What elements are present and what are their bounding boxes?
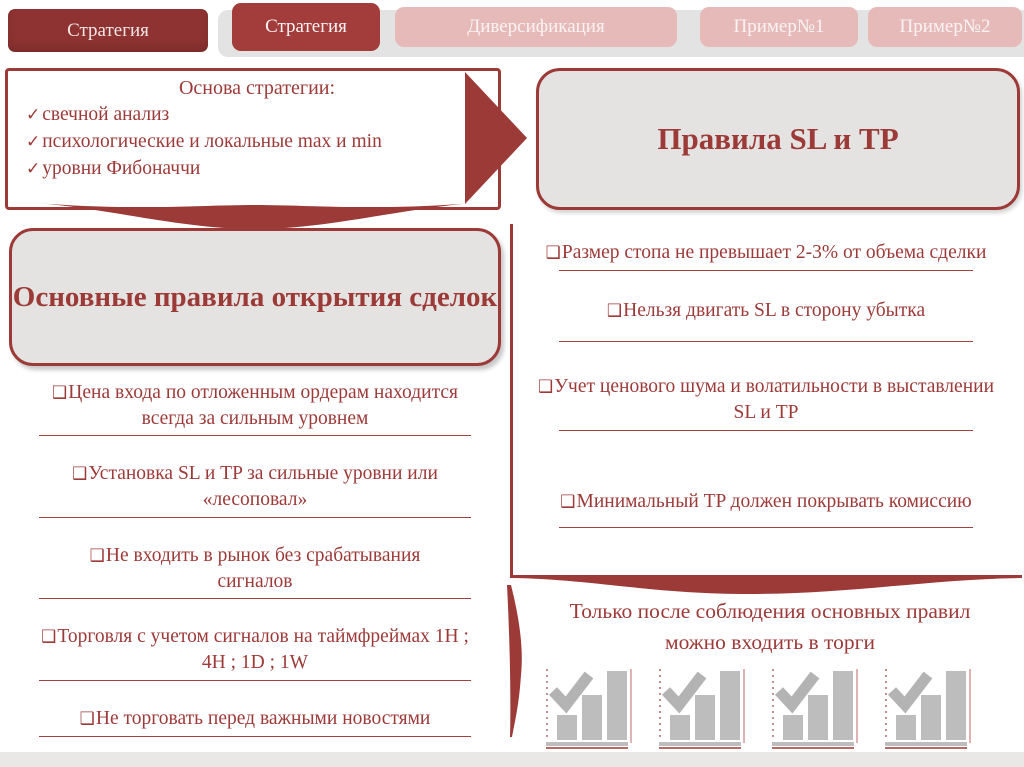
list-item bbox=[8, 461, 502, 517]
list-item-label: Цена входа по отложенным ордерам находится всегда за сильным уровнем bbox=[68, 382, 458, 429]
bar-chart-check-icon bbox=[767, 661, 859, 749]
basis-item bbox=[26, 156, 488, 183]
basis-item bbox=[26, 102, 488, 129]
bar-chart-check-icon bbox=[541, 661, 633, 749]
list-item-label: Не торговать перед важными новостями bbox=[95, 707, 431, 729]
column-divider bbox=[510, 224, 513, 578]
sl-tp-rules-box bbox=[536, 68, 1020, 210]
list-item-label: Не входить в рынок без срабатывания сигналов bbox=[105, 544, 421, 592]
strategy-basis-box bbox=[5, 68, 501, 210]
check-icon: ✓ bbox=[26, 105, 41, 125]
arrow-right-icon bbox=[465, 71, 527, 205]
checkbox-icon: ❑ bbox=[72, 464, 88, 485]
divider bbox=[39, 517, 471, 518]
tab-example-2[interactable]: Пример№2 bbox=[868, 7, 1022, 47]
divider bbox=[559, 270, 973, 271]
tab-diversification[interactable]: Диверсификация bbox=[395, 7, 677, 47]
tab-strip bbox=[218, 10, 1024, 57]
checkbox-icon: ❑ bbox=[560, 491, 576, 512]
list-item bbox=[516, 374, 1016, 430]
bottom-strip bbox=[0, 752, 1024, 767]
list-item-label: Нельзя двигать SL в сторону убытка bbox=[623, 299, 926, 321]
basis-item bbox=[26, 129, 488, 156]
divider bbox=[39, 736, 471, 737]
divider bbox=[559, 527, 973, 528]
list-item-label: Торговля с учетом сигналов на таймфреймах 1H ; 4H ; 1D ; 1W bbox=[57, 626, 469, 674]
checkbox-icon: ❑ bbox=[52, 383, 68, 403]
list-item-label: Размер стопа не превышает 2-3% от объема сделки bbox=[561, 242, 987, 263]
divider-tail-icon bbox=[507, 585, 527, 737]
checkbox-icon: ❑ bbox=[606, 300, 623, 321]
list-item bbox=[516, 240, 1016, 271]
main-rules-title: Основные правила открытия сделок bbox=[12, 280, 498, 313]
checkbox-icon: ❑ bbox=[79, 708, 95, 729]
sl-tp-rules-title: Правила SL и TP bbox=[657, 121, 899, 156]
divider bbox=[559, 341, 973, 342]
basis-item-label: уровни Фибоначчи bbox=[42, 157, 201, 179]
basis-item-label: свечной анализ bbox=[42, 104, 170, 125]
tab-example-1[interactable]: Пример№1 bbox=[700, 7, 858, 47]
basis-item-label: психологические и локальные max и min bbox=[42, 130, 382, 152]
tab-strategy[interactable]: Стратегия bbox=[232, 3, 380, 51]
list-item bbox=[8, 543, 502, 599]
divider bbox=[39, 680, 471, 681]
list-item-label: Установка SL и TP за сильные уровни или «лесоповал» bbox=[88, 463, 438, 511]
footer-note: Только после соблюдения основных правил можно входить в торги bbox=[569, 599, 971, 654]
bar-chart-check-icon bbox=[654, 661, 746, 749]
main-rules-box bbox=[9, 228, 501, 366]
checkbox-icon: ❑ bbox=[89, 545, 105, 566]
check-icon: ✓ bbox=[26, 158, 41, 179]
list-item bbox=[8, 706, 502, 737]
sl-tp-rules-list bbox=[516, 240, 1016, 528]
list-item-label: Учет ценового шума и волатильности в выставлении SL и TP bbox=[554, 376, 994, 424]
list-item bbox=[516, 298, 1016, 343]
divider bbox=[559, 430, 973, 431]
checkbox-icon: ❑ bbox=[41, 627, 57, 648]
list-item-label: Минимальный TP должен покрывать комиссию bbox=[576, 490, 972, 512]
list-item bbox=[8, 380, 502, 436]
divider bbox=[39, 435, 471, 436]
arrow-down-divider-icon bbox=[18, 202, 492, 230]
checkbox-icon: ❑ bbox=[545, 243, 561, 263]
list-item bbox=[8, 624, 502, 680]
bar-chart-check-icon bbox=[880, 661, 972, 749]
opening-rules-list bbox=[8, 380, 502, 762]
basis-title: Основа стратегии: bbox=[178, 77, 336, 99]
chart-icons-row bbox=[541, 661, 972, 749]
check-icon: ✓ bbox=[26, 131, 41, 152]
list-item bbox=[516, 489, 1016, 528]
divider bbox=[39, 598, 471, 599]
nav-button-strategy[interactable]: Стратегия bbox=[8, 9, 208, 52]
checkbox-icon: ❑ bbox=[538, 377, 554, 398]
